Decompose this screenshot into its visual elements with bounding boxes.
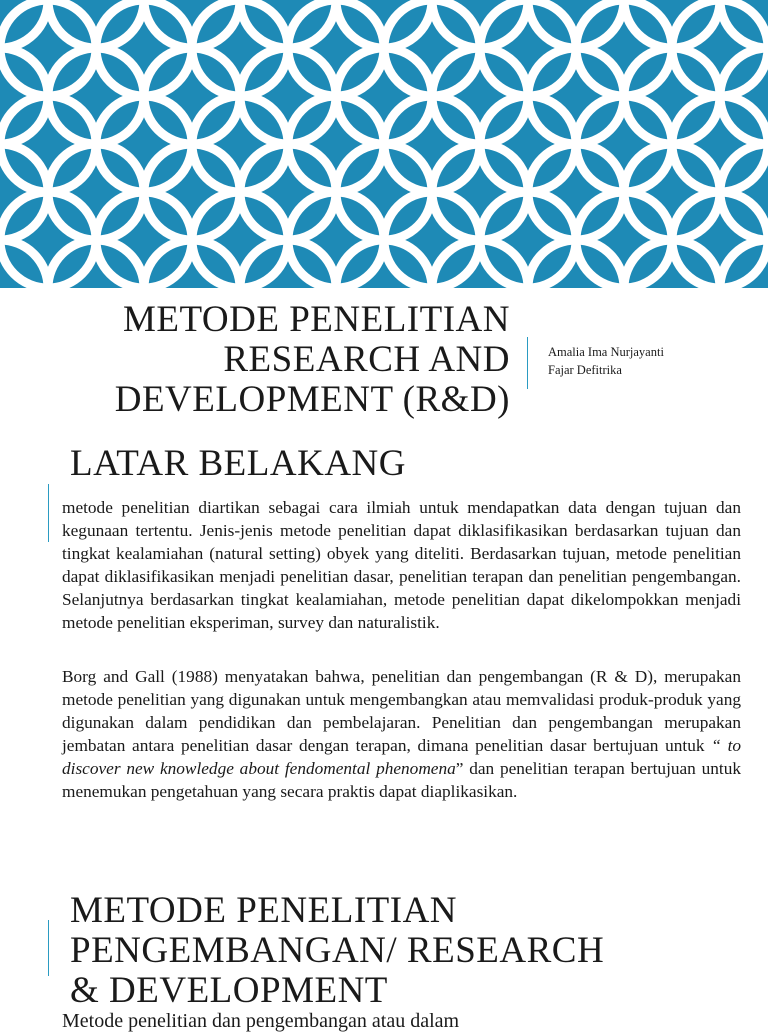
author-list [548, 343, 664, 379]
cover-title [40, 300, 510, 420]
cover-title-line-3: DEVELOPMENT (R&D) [114, 379, 510, 420]
section-accent-line [48, 484, 49, 542]
section-title-latar-belakang: LATAR BELAKANG [70, 443, 406, 484]
section-title-line: & DEVELOPMENT [70, 970, 388, 1011]
cover-title-line-2: RESEARCH AND [223, 339, 510, 380]
cover-title-line-1: METODE PENELITIAN [122, 299, 510, 340]
cover-divider [527, 337, 528, 389]
section-accent-line [48, 920, 49, 976]
paragraph-text: Borg and Gall (1988) menyatakan bahwa, penelitian dan pengembangan (R & D), merupakan metode penelitian yang digunakan untuk mengembangkan atau memvalidasi produk-produk yang digunakan dalam pendidikan dan pembelajaran. Penelitian dan pengembangan merupakan jembatan antara penelitian dasar dengan terapan, dimana penelitian dasar bertujuan untuk [62, 667, 741, 755]
body-paragraph-cut: Metode penelitian dan pengembangan atau dalam [62, 1010, 460, 1032]
body-paragraph [62, 665, 741, 803]
banner-pattern [0, 0, 768, 288]
italic-quote: “ to discover new knowledge about fendomental phenomena [62, 736, 742, 778]
body-paragraph: metode penelitian diartikan sebagai cara ilmiah untuk mendapatkan data dengan tujuan dan kegunaan tertentu. Jenis-jenis metode penelitian dapat diklasifikasikan berdasarkan tujuan dan tingkat kealamiahan (natural setting) obyek yang diteliti. Berdasarkan tujuan, metode penelitian dapat diklasifikasikan menjadi penelitian dasar, penelitian terapan dan penelitian pengembangan. Selanjutnya berdasarkan tingkat kealamiahan, metode penelitian dapat dikelompokkan menjadi metode penelitian eksperiman, survey dan naturalistik. [62, 498, 741, 632]
section-title-line: METODE PENELITIAN [70, 890, 458, 931]
section-title-metode-pengembangan [70, 891, 604, 1011]
paragraph-text: ” dan penelitian terapan bertujuan untuk menemukan pengetahuan yang secara praktis dapat diaplikasikan. [62, 759, 741, 801]
section-title-line: PENGEMBANGAN/ RESEARCH [70, 930, 605, 971]
author-name: Amalia Ima Nurjayanti [548, 345, 664, 359]
author-name: Fajar Defitrika [548, 363, 622, 377]
